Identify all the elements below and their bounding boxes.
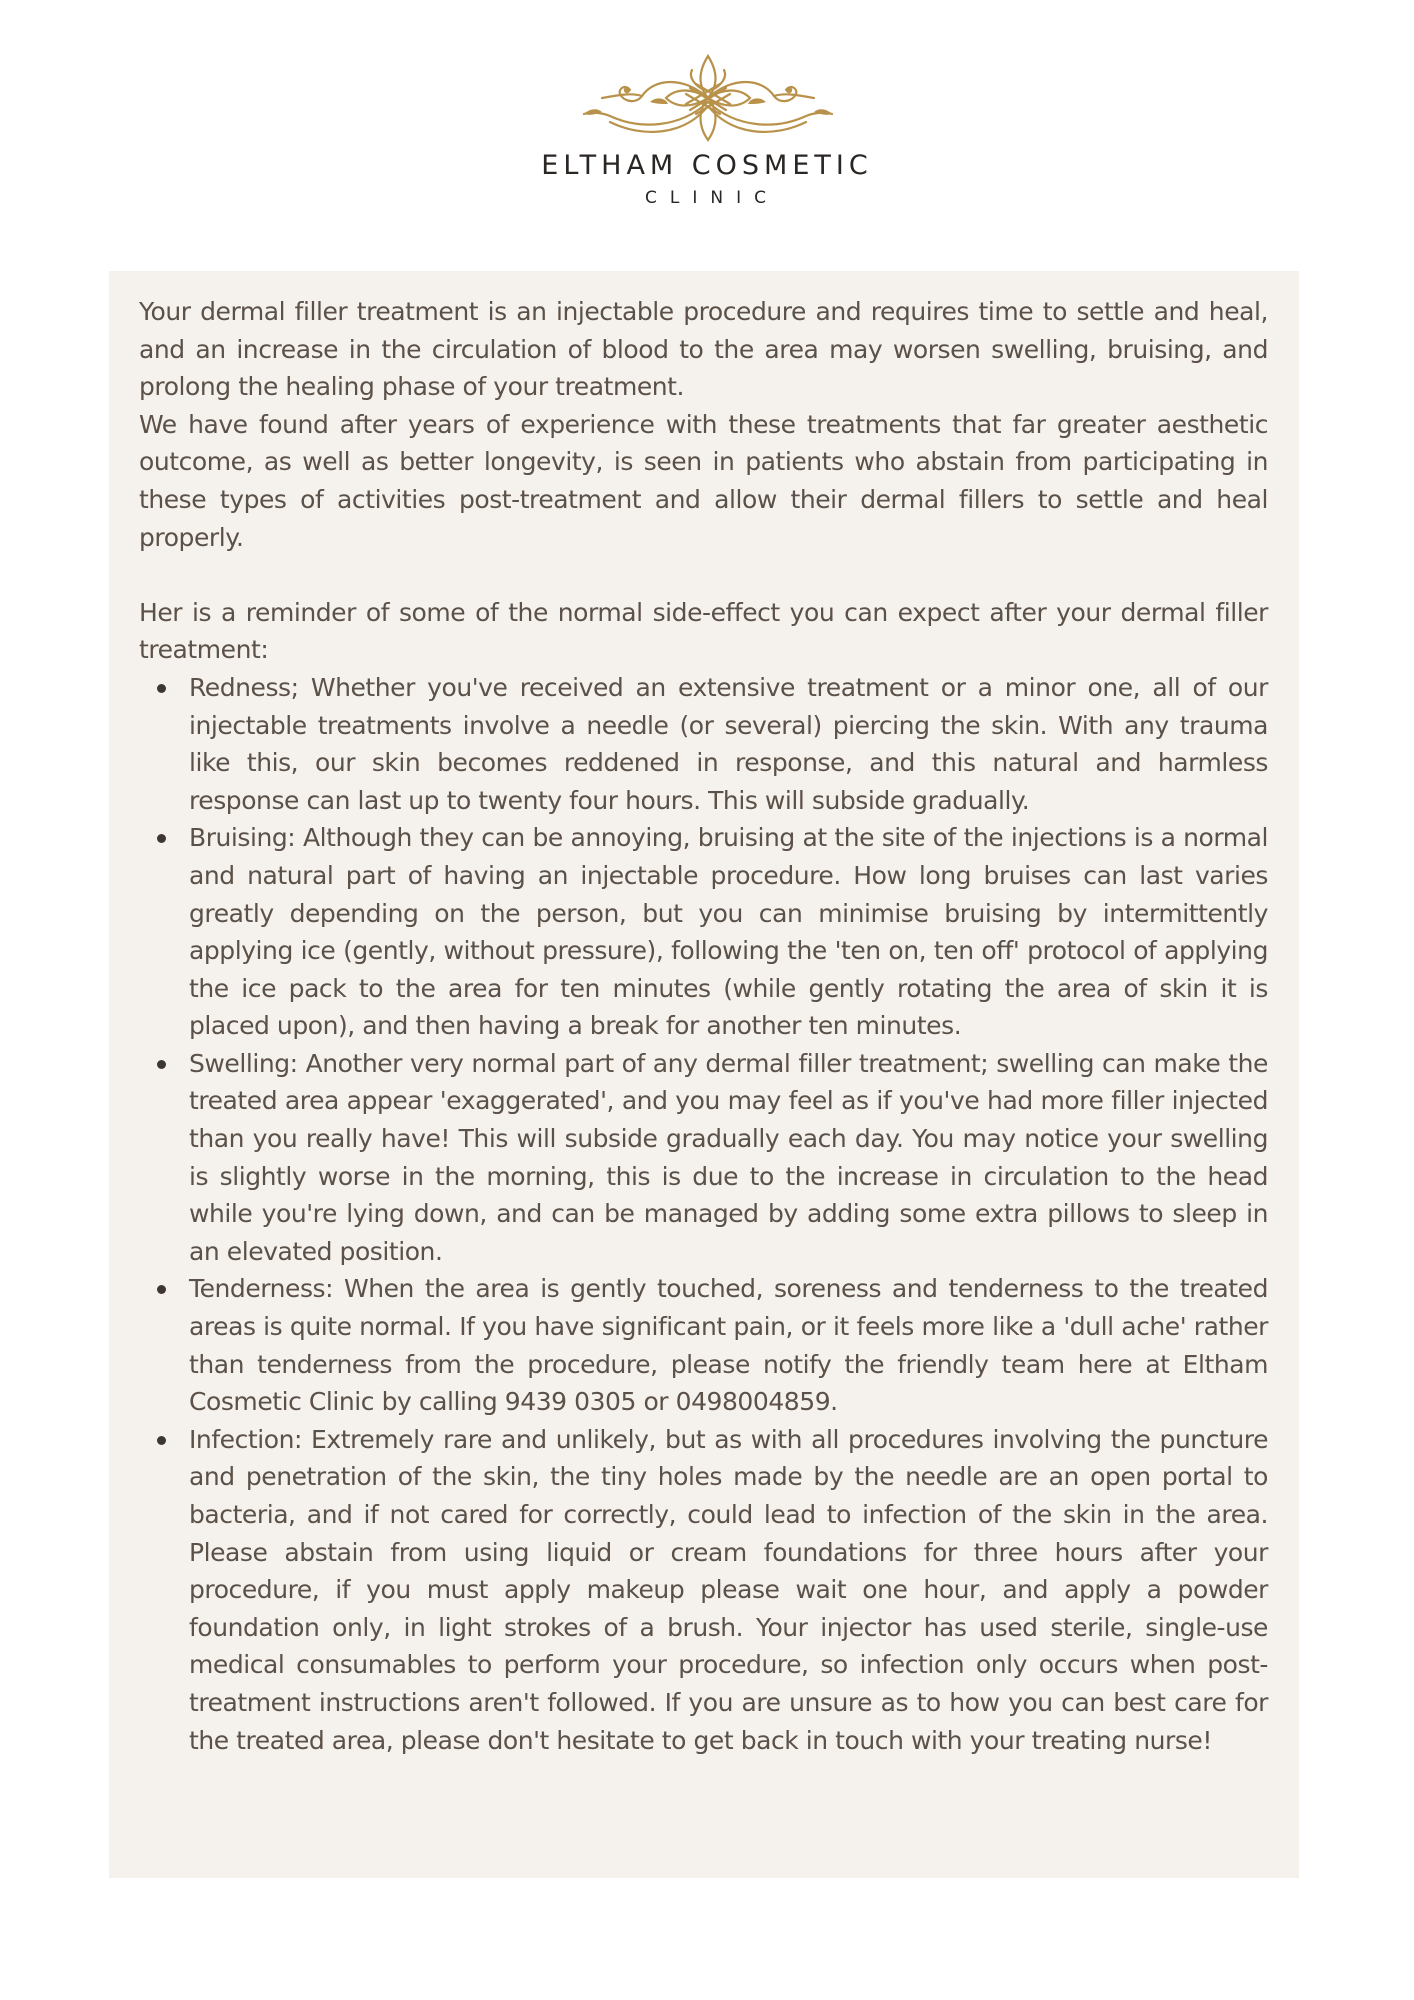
side-effects-list <box>139 669 1268 1759</box>
bullet-dot-icon <box>157 684 166 693</box>
gold-flourish-ornament-icon <box>580 52 836 144</box>
side-effect-swelling <box>139 1045 1268 1271</box>
bullet-dot-icon <box>157 1060 166 1069</box>
aftercare-content-panel <box>109 271 1299 1878</box>
side-effect-tenderness <box>139 1270 1268 1420</box>
brand-subtitle: CLINIC <box>645 188 779 208</box>
side-effects-intro: Her is a reminder of some of the normal side-effect you can expect after your dermal filler treatment: <box>139 597 1268 665</box>
clinic-logo-header <box>0 0 1414 230</box>
side-effect-text: Bruising: Although they can be annoying, bruising at the site of the injections is a normal and natural part of having an injectable procedure. How long bruises can last varies greatly depending on the person, but you can minimise bruising by intermittently applying ice (gently, without pressure), following the 'ten on, ten off' protocol of applying the ice pack to the area for ten minutes (while gently rotating the area of skin it is placed upon), and then having a break for another ten minutes. <box>189 823 1268 1041</box>
side-effect-text: Infection: Extremely rare and unlikely, but as with all procedures involving the puncture and penetration of the skin, the tiny holes made by the needle are an open portal to bacteria, and if not cared for correctly, could lead to infection of the skin in the area. Please abstain from using liquid or cream foundations for three hours after your procedure, if you must apply makeup please wait one hour, and apply a powder foundation only, in light strokes of a brush. Your injector has used sterile, single-use medical consumables to perform your procedure, so infection only occurs when post-treatment instructions aren't followed. If you are unsure as to how you can best care for the treated area, please don't hesitate to get back in touch with your treating nurse! <box>189 1424 1268 1755</box>
side-effect-bruising <box>139 819 1268 1045</box>
paragraph-spacer <box>139 556 1268 594</box>
side-effect-text: Redness; Whether you've received an extensive treatment or a minor one, all of our injectable treatments involve a needle (or several) piercing the skin. With any trauma like this, our skin becomes reddened in response, and this natural and harmless response can last up to twenty four hours. This will subside gradually. <box>189 672 1268 815</box>
brand-name: ELTHAM COSMETIC <box>541 150 873 181</box>
bullet-dot-icon <box>157 1285 166 1294</box>
side-effect-infection <box>139 1421 1268 1759</box>
side-effect-text: Tenderness: When the area is gently touched, soreness and tenderness to the treated areas is quite normal. If you have significant pain, or it feels more like a 'dull ache' rather than tenderness from the procedure, please notify the friendly team here at Eltham Cosmetic Clinic by calling 9439 0305 or 0498004859. <box>189 1274 1268 1417</box>
side-effect-text: Swelling: Another very normal part of any dermal filler treatment; swelling can make the treated area appear 'exaggerated', and you may feel as if you've had more filler injected than you really have! This will subside gradually each day. You may notice your swelling is slightly worse in the morning, this is due to the increase in circulation to the head while you're lying down, and can be managed by adding some extra pillows to sleep in an elevated position. <box>189 1048 1268 1266</box>
side-effect-redness <box>139 669 1268 819</box>
bullet-dot-icon <box>157 1436 166 1445</box>
bullet-dot-icon <box>157 834 166 843</box>
intro-paragraph-healing: Your dermal filler treatment is an injectable procedure and requires time to settle and heal, and an increase in the circulation of blood to the area may worsen swelling, bruising, and prolong the healing phase of your treatment. <box>139 297 1268 402</box>
intro-paragraph-experience: We have found after years of experience with these treatments that far greater aesthetic outcome, as well as better longevity, is seen in patients who abstain from participating in these types of activities post-treatment and allow their dermal fillers to settle and heal properly. <box>139 409 1268 552</box>
